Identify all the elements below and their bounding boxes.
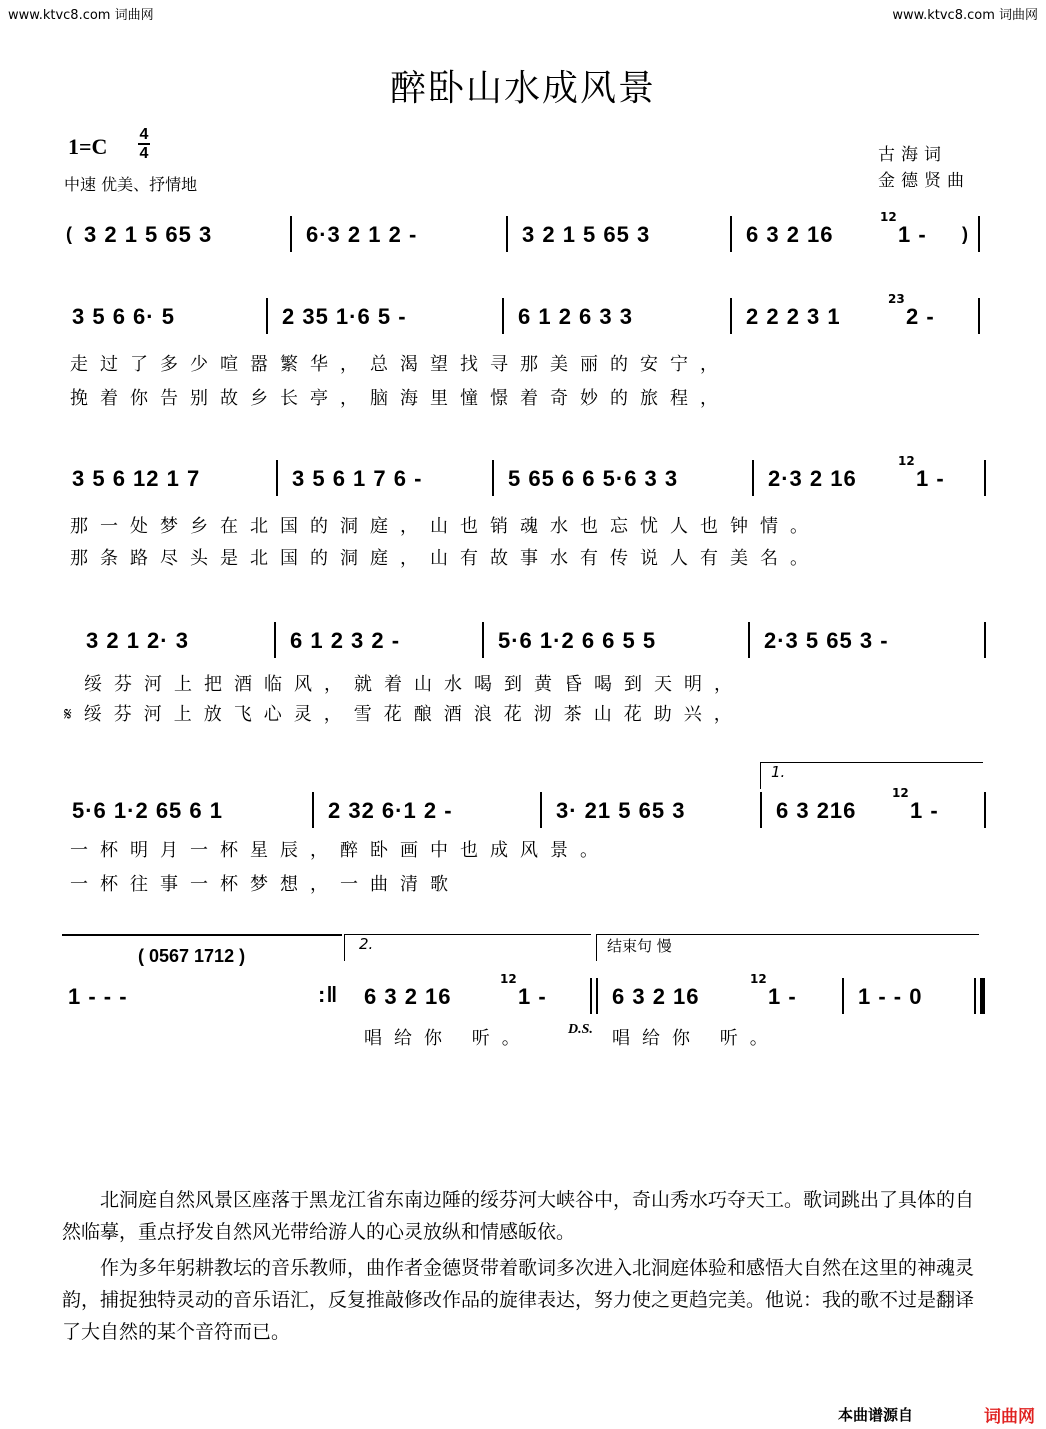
- measure-4-end: 1 -: [916, 466, 945, 491]
- barline: [760, 792, 762, 828]
- measure-0: 1 - - -: [68, 984, 128, 1009]
- grace-note: 12: [500, 972, 517, 986]
- barline: [482, 622, 484, 658]
- measure-4-end: 1 -: [910, 798, 939, 823]
- volta-2-bracket: [344, 934, 591, 961]
- intro-open-paren: (: [66, 224, 72, 244]
- barline-end: [978, 216, 980, 252]
- barline-end: [984, 622, 986, 658]
- meter-top: 4: [139, 126, 149, 143]
- barline-end: [984, 792, 986, 828]
- measure-1: 3 5 6 12 1 7: [72, 466, 201, 491]
- measure-1: 3 5 6 6· 5: [72, 304, 175, 329]
- grace-note: 12: [880, 210, 897, 224]
- lyric-verse-1: 一杯明月一杯星辰，醉卧画中也成风景。: [70, 840, 610, 861]
- measure-2: 3 5 6 1 7 6 -: [292, 466, 423, 491]
- site-logo[interactable]: 词曲网: [984, 1407, 1035, 1427]
- coda-label: 结束句 慢: [607, 937, 672, 955]
- tie-line: [62, 934, 342, 936]
- measure-2: 2 32 6·1 2 -: [328, 798, 453, 823]
- barline: [312, 792, 314, 828]
- measure-2: 6 1 2 3 2 -: [290, 628, 401, 653]
- barline-end: [984, 460, 986, 496]
- lyricist-credit: 古海词: [878, 145, 947, 165]
- grace-note: 12: [898, 454, 915, 468]
- repeat-sign: :‖: [318, 982, 339, 1007]
- barline: [266, 298, 268, 334]
- volta-1-bracket: [760, 762, 983, 789]
- barline: [506, 216, 508, 252]
- grace-note: 12: [892, 786, 909, 800]
- lyric-ending-a: 唱给你 听。: [364, 1028, 532, 1049]
- measure-3: 1 - - 0: [858, 984, 923, 1009]
- key-signature: 1=C: [68, 134, 108, 159]
- final-barline-thin: [974, 978, 976, 1014]
- measure-3: 6 1 2 6 3 3: [518, 304, 633, 329]
- intro-measure-1: 3 2 1 5 65 3: [84, 222, 213, 247]
- lyric-verse-1: 绥芬河上把酒临风，就着山水喝到黄昏喝到天明，: [84, 674, 744, 695]
- barline: [730, 216, 732, 252]
- measure-1: 3 2 1 2· 3: [86, 628, 189, 653]
- measure-1-end: 1 -: [518, 984, 547, 1009]
- measure-4: 6 3 216: [776, 798, 857, 823]
- lyric-verse-1: 走过了多少喧嚣繁华，总渴望找寻那美丽的安宁，: [70, 354, 730, 375]
- song-title: 醉卧山水成风景: [389, 68, 656, 109]
- watermark-right: www.ktvc8.com 词曲网: [892, 8, 1038, 23]
- volta-2-label: 2.: [359, 935, 374, 953]
- grace-note: 23: [888, 292, 905, 306]
- barline: [752, 460, 754, 496]
- measure-4-end: 2 -: [906, 304, 935, 329]
- intro-measure-4: 6 3 2 16: [746, 222, 834, 247]
- composer-credit: 金德贤曲: [878, 171, 970, 191]
- coda-bracket: [596, 934, 979, 961]
- interlude: ( 0567 1712 ): [138, 946, 246, 966]
- barline: [290, 216, 292, 252]
- source-label: 本曲谱源自: [838, 1406, 914, 1424]
- lyric-ending-b: 唱给你 听。: [612, 1028, 780, 1049]
- measure-2: 6 3 2 16: [612, 984, 700, 1009]
- volta-1-label: 1.: [771, 763, 786, 781]
- grace-note: 12: [750, 972, 767, 986]
- measure-4: 2 2 2 3 1: [746, 304, 841, 329]
- tempo-marking: 中速 优美、抒情地: [64, 175, 198, 194]
- lyric-verse-2: 挽着你告别故乡长亭，脑海里憧憬着奇妙的旅程，: [70, 388, 730, 409]
- measure-2: 2 35 1·6 5 -: [282, 304, 407, 329]
- intro-close-paren: ): [962, 224, 968, 244]
- intro-measure-3: 3 2 1 5 65 3: [522, 222, 651, 247]
- final-barline-thick: [980, 978, 985, 1014]
- description-paragraph-1: 北洞庭自然风景区座落于黑龙江省东南边陲的绥芬河大峡谷中，奇山秀水巧夺天工。歌词跳出了具体的自然临摹，重点抒发自然风光带给游人的心灵放纵和情感皈依。: [62, 1189, 975, 1243]
- barline: [276, 460, 278, 496]
- barline: [590, 978, 592, 1014]
- lyric-verse-2: 𝄋绥芬河上放飞心灵，雪花酿酒浪花沏茶山花助兴，: [64, 704, 744, 725]
- measure-3: 5 65 6 6 5·6 3 3: [508, 466, 679, 491]
- barline: [492, 460, 494, 496]
- meter-bottom: 4: [139, 145, 149, 162]
- barline: [748, 622, 750, 658]
- intro-measure-4-end: 1 -: [898, 222, 927, 247]
- barline: [730, 298, 732, 334]
- lyric-verse-2: 一杯往事一杯梦想，一曲清歌: [70, 874, 460, 895]
- barline: [502, 298, 504, 334]
- time-signature: [138, 126, 150, 162]
- barline: [842, 978, 844, 1014]
- barline: [274, 622, 276, 658]
- measure-1: 6 3 2 16: [364, 984, 452, 1009]
- measure-4: 2·3 5 65 3 -: [764, 628, 889, 653]
- barline: [540, 792, 542, 828]
- measure-4: 2·3 2 16: [768, 466, 857, 491]
- lyric-verse-2: 那条路尽头是北国的洞庭，山有故事水有传说人有美名。: [70, 548, 820, 569]
- measure-3: 3· 21 5 65 3: [556, 798, 686, 823]
- ds-marking: D.S.: [568, 1022, 593, 1037]
- measure-1: 5·6 1·2 65 6 1: [72, 798, 223, 823]
- watermark-left: www.ktvc8.com 词曲网: [8, 8, 154, 23]
- lyric-verse-1: 那一处梦乡在北国的洞庭，山也销魂水也忘忧人也钟情。: [70, 516, 820, 537]
- intro-measure-2: 6·3 2 1 2 -: [306, 222, 418, 247]
- description-paragraph-2: 作为多年躬耕教坛的音乐教师，曲作者金德贤带着歌词多次进入北洞庭体验和感悟大自然在这里的神魂灵韵，捕捉独特灵动的音乐语汇，反复推敲修改作品的旋律表达，努力使之更趋完美。他说：我的歌不过是翻译了大自然的某个音符而已。: [62, 1257, 975, 1343]
- measure-3: 5·6 1·2 6 6 5 5: [498, 628, 657, 653]
- barline: [596, 978, 598, 1014]
- barline-end: [978, 298, 980, 334]
- measure-2-end: 1 -: [768, 984, 797, 1009]
